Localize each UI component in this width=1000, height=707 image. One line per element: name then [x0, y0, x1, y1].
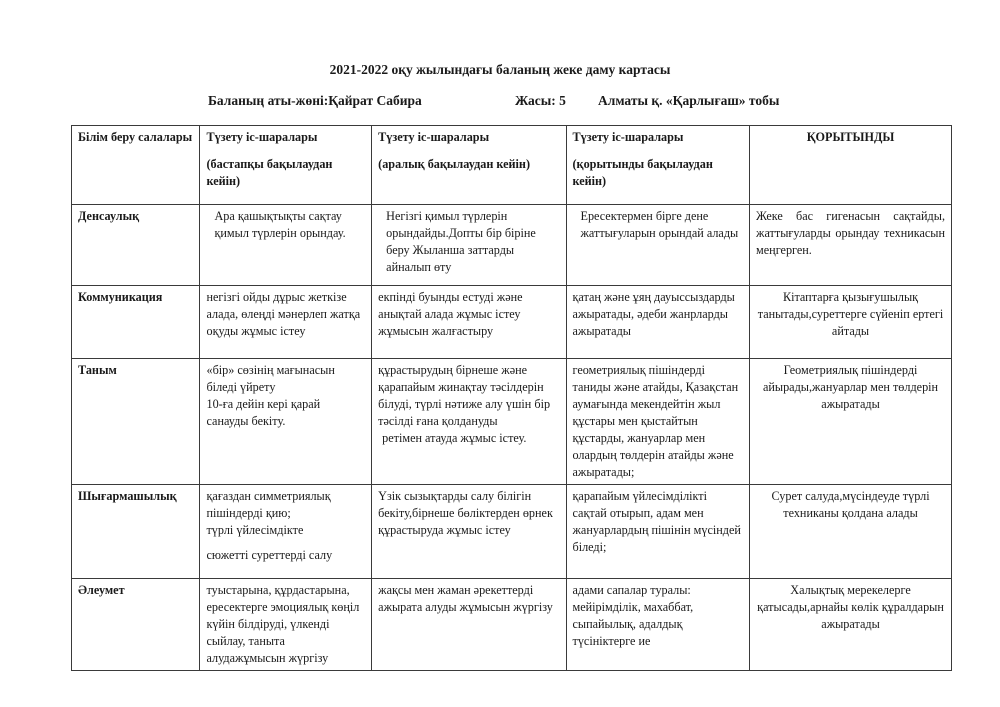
interim-cell: екпінді буынды естуді және анықтай алада жұмыс істеу жұмысын жалғастыру: [372, 286, 566, 359]
header-area: [72, 126, 200, 205]
conclusion-cell: Кітаптарға қызығушылық танытады,суреттерге сүйеніп ертегі айтады: [750, 286, 952, 359]
area-cell: Әлеумет: [72, 579, 200, 671]
table-row: [72, 485, 952, 579]
final-cell: қарапайым үйлесімділікті сақтай отырып, адам мен жануарлардың пішінін мүсіндей біледі;: [566, 485, 750, 579]
interim-cell: Негізгі қимыл түрлерін орындайды.Допты бір біріне беру Жыланша заттарды айналып өту: [372, 205, 566, 286]
initial-cell: туыстарына, құрдастарына, ересектерге эмоциялық көңіл күйін білдіруді, үлкенді сыйлау, таныта алудажұмысын жүргізу: [200, 579, 372, 671]
child-name: Баланың аты-жөні:Қайрат Сабира: [208, 93, 422, 108]
header-label: Түзету іс-шаралары: [378, 130, 490, 144]
conclusion-cell: Сурет салуда,мүсіндеуде түрлі техниканы қолдана алады: [750, 485, 952, 579]
header-initial: [200, 126, 372, 205]
table-row: [72, 579, 952, 671]
final-cell: қатаң және ұяң дауыссыздарды ажыратады, әдеби жанрларды ажыратады: [566, 286, 750, 359]
initial-cell: [200, 359, 372, 485]
header-label: Білім беру салалары: [78, 130, 193, 144]
interim-cell: жақсы мен жаман әрекеттерді ажырата алуды жұмысын жүргізу: [372, 579, 566, 671]
initial-cell: [200, 485, 372, 579]
cell-line: сюжетті суреттерді салу: [206, 548, 333, 562]
header-sublabel: (аралық бақылаудан кейін): [378, 157, 531, 171]
header-sublabel: (бастапқы бақылаудан кейін): [206, 157, 333, 188]
header-label: Түзету іс-шаралары: [572, 130, 684, 144]
final-cell: Ересектермен бірге дене жаттығуларын орындай алады: [566, 205, 750, 286]
header-sublabel: (қорытынды бақылаудан кейін): [572, 157, 713, 188]
area-cell: Шығармашылық: [72, 485, 200, 579]
cell-line: құрастырудың бірнеше және қарапайым жинақтау тәсілдерін білуді, түрлі нәтиже алу үшін бір тәсілді ғана қолдануды: [378, 363, 551, 428]
final-cell: адами сапалар туралы: мейірімділік, махаббат, сыпайылық, адалдық түсініктерге ие: [566, 579, 750, 671]
table-row: [72, 359, 952, 485]
initial-cell: Ара қашықтықты сақтау қимыл түрлерін орындау.: [200, 205, 372, 286]
final-cell: геометриялық пішіндерді таниды және атайды, Қазақстан аумағында мекендейтін жыл құстары мен қыстайтын құстарды, жануарлар мен олардың төлдерін атайды және ажыратады;: [566, 359, 750, 485]
header-label: Түзету іс-шаралары: [206, 130, 318, 144]
cell-line: түрлі үйлесімдікте: [206, 523, 304, 537]
cell-line: қағаздан симметриялық пішіндерді қию;: [206, 489, 331, 520]
cell-line: 10-ға дейін кері қарай санауды бекіту.: [206, 397, 321, 428]
development-card-table: [71, 125, 952, 671]
conclusion-cell: Халықтық мерекелерге қатысады,арнайы көлік құралдарын ажыратады: [750, 579, 952, 671]
cell-line: «бір» сөзінің мағынасын біледі үйрету: [206, 363, 335, 394]
document-title: 2021-2022 оқу жылындағы баланың жеке даму картасы: [329, 62, 671, 77]
area-cell: Денсаулық: [72, 205, 200, 286]
group-name: Алматы қ. «Қарлығаш» тобы: [598, 93, 780, 108]
header-label: ҚОРЫТЫНДЫ: [806, 130, 895, 144]
header-final: [566, 126, 750, 205]
header-interim: [372, 126, 566, 205]
conclusion-cell: Жеке бас гигенасын сақтайды, жаттығуларды орындау техникасын меңгерген.: [750, 205, 952, 286]
interim-cell: [372, 359, 566, 485]
header-conclusion: [750, 126, 952, 205]
interim-cell: Үзік сызықтарды салу білігін бекіту,бірнеше бөліктерден өрнек құрастыруда жұмыс істеу: [372, 485, 566, 579]
table-row: [72, 286, 952, 359]
table-header-row: [72, 126, 952, 205]
table-row: [72, 205, 952, 286]
initial-cell: негізгі ойды дұрыс жеткізе алада, өлеңді мәнерлеп жатқа оқуды жұмыс істеу: [200, 286, 372, 359]
child-age: Жасы: 5: [515, 93, 566, 108]
conclusion-cell: Геометриялық пішіндерді айырады,жануарлар мен төлдерін ажыратады: [750, 359, 952, 485]
area-cell: Коммуникация: [72, 286, 200, 359]
area-cell: Таным: [72, 359, 200, 485]
cell-line: ретімен атауда жұмыс істеу.: [382, 431, 527, 445]
